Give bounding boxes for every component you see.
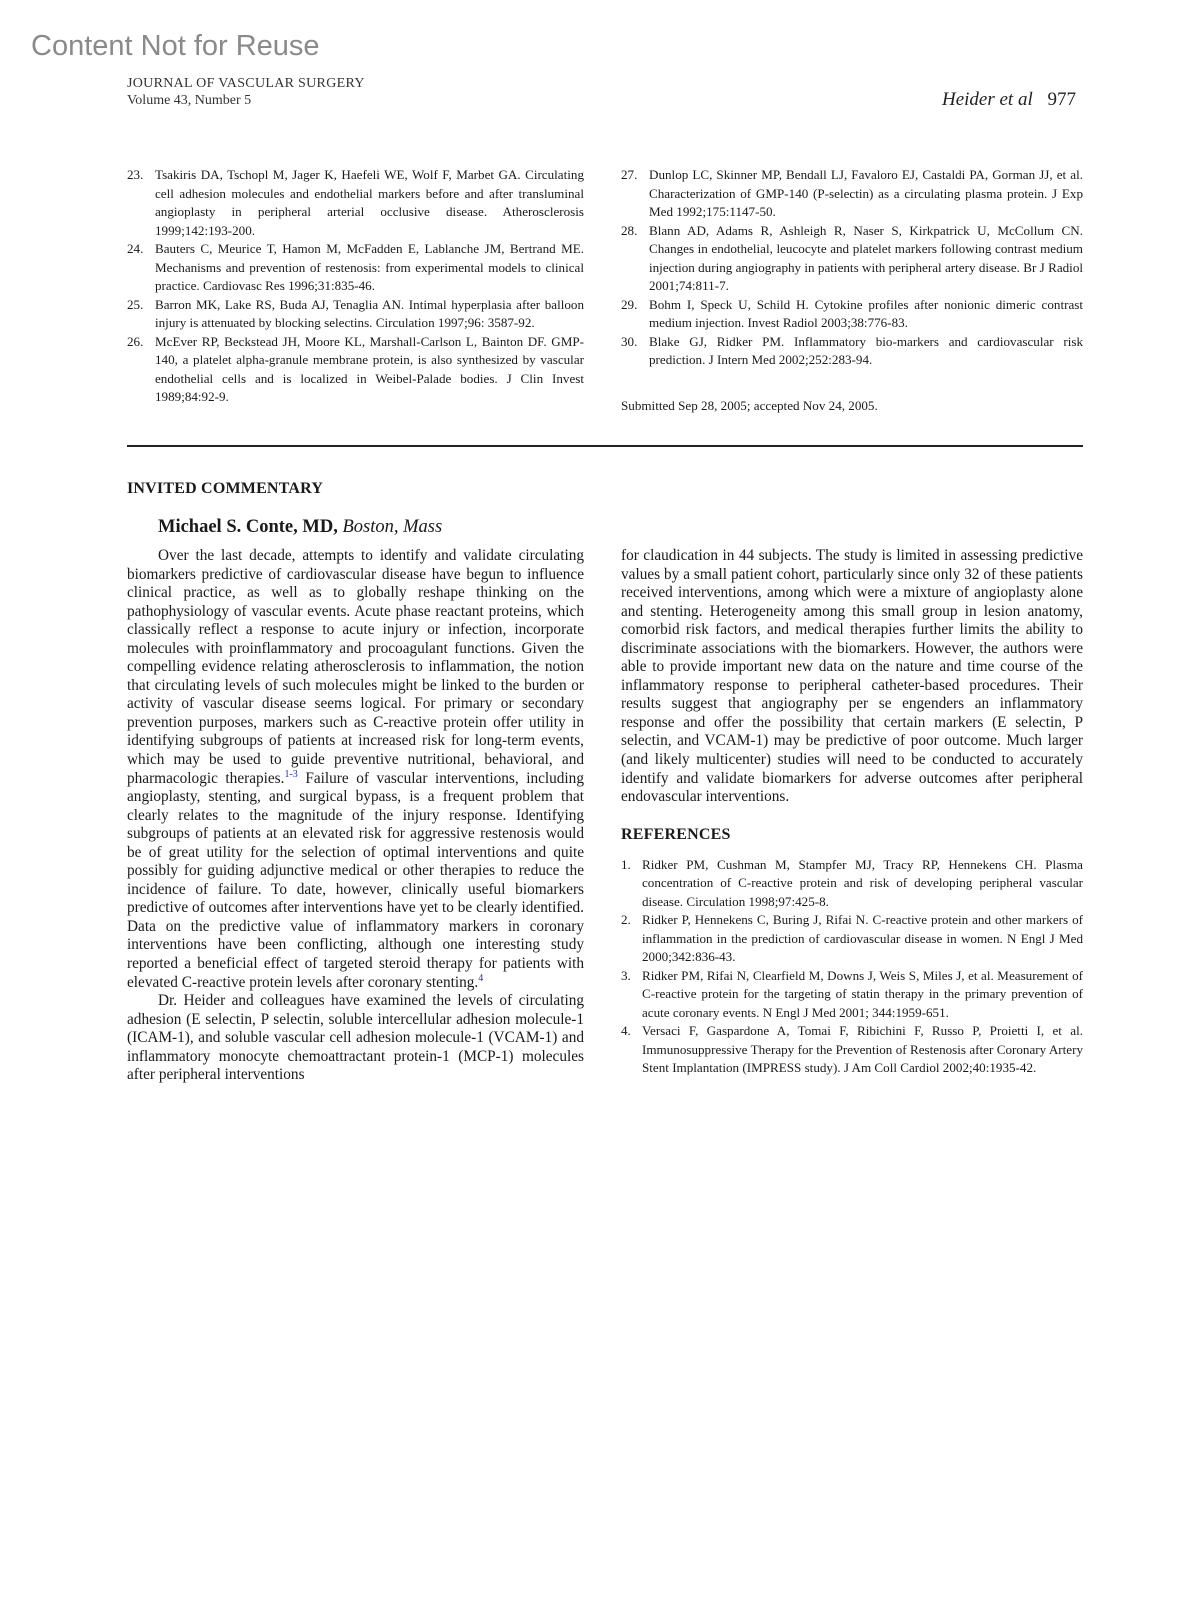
running-author: Heider et al: [941, 89, 1033, 110]
journal-info: [127, 75, 365, 109]
running-head: [942, 89, 1076, 111]
reference-item: 1. Ridker PM, Cushman M, Stampfer MJ, Tracy RP, Hennekens CH. Plasma concentration of C-reactive protein and risk of developing peripheral vascular disease. Circulation 1998;97:425-8.: [621, 856, 1083, 909]
citation-link[interactable]: 4: [478, 972, 484, 984]
reference-item: 25. Barron MK, Lake RS, Buda AJ, Tenaglia AN. Intimal hyperplasia after balloon injury is attenuated by blocking selectins. Circulation 1997;96: 3587-92.: [127, 296, 584, 330]
references-heading: REFERENCES: [621, 825, 731, 843]
reference-item: 28. Blann AD, Adams R, Ashleigh R, Naser S, Kirkpatrick U, McCollum CN. Changes in endothelial, leucocyte and platelet markers following contrast medium injection during angiography in patients with peripheral artery disease. Br J Radiol 2001;74:811-7.: [621, 222, 1083, 293]
watermark: Content Not for Reuse: [31, 30, 320, 62]
commentary-paragraph: for claudication in 44 subjects. The study is limited in assessing predictive values by a small patient cohort, particularly since only 32 of these patients received interventions, among which were a mixture of angioplasty alone and stenting. Heterogeneity among this small group in lesion anatomy, comorbid risk factors, and medical therapies further limits the ability to discriminate associations with the biomarkers. However, the authors were able to provide important new data on the nature and time course of the inflammatory response to peripheral catheter-based procedures. Their results suggest that angiography per se engenders an inflammatory response and offer the possibility that certain markers (E selectin, P selectin, and VCAM-1) may be predictive of poor outcome. Much larger (and likely multicenter) studies will need to be conducted to accurately identify and validate biomarkers for adverse outcomes after peripheral endovascular interventions.: [621, 547, 1083, 806]
reference-item: 27. Dunlop LC, Skinner MP, Bendall LJ, Favaloro EJ, Castaldi PA, Gorman JJ, et al. Characterization of GMP-140 (P-selectin) as a circulating plasma protein. J Exp Med 1992;175:1147-50.: [621, 167, 1083, 219]
author-name: Michael S. Conte, MD,: [158, 517, 338, 537]
reference-item: 3. Ridker PM, Rifai N, Clearfield M, Downs J, Weis S, Miles J, et al. Measurement of C-reactive protein for the targeting of statin therapy in the primary prevention of acute coronary events. N Engl J Med 2001; 344:1959-651.: [621, 967, 1083, 1020]
commentary-paragraph: Over the last decade, attempts to identify and validate circulating biomarkers predictive of cardiovascular disease have begun to influence clinical practice, as well as to globally reshape thinking on the pathophysiology of vascular events. Acute phase reactant proteins, which classically reflect a response to acute injury or infection, incorporate molecules with proinflammatory and procoagulant functions. Given the compelling evidence relating atherosclerosis to inflammation, the notion that circulating levels of such molecules might be linked to the burden or activity of vascular disease seems logical. For primary or secondary prevention purposes, markers such as C-reactive protein offer utility in identifying subgroups of patients at increased risk for long-term events, which may be used to guide preventive nutritional, behavioral, and pharmacologic therapies.$^{1-3}$ Failure of vascular interventions, including angioplasty, stenting, and surgical bypass, is a frequent problem that clearly relates to the magnitude of the injury response. Identifying subgroups of patients at an elevated risk for aggressive restenosis would be of great utility for the selection of optimal interventions and quite possibly for guiding adjunctive medical or other therapies to reduce the incidence of failure. To date, however, clinically useful biomarkers predictive of outcomes after interventions have yet to be clearly identified. Data on the predictive value of inflammatory markers in coronary interventions have been conflicting, although one interesting study reported a beneficial effect of targeted steroid therapy for patients with elevated C-reactive protein levels after coronary stenting.$^4$: [127, 547, 584, 991]
journal-name: JOURNAL OF VASCULAR SURGERY: [127, 76, 365, 91]
citation-link[interactable]: 1-3: [284, 768, 298, 780]
commentary-heading: INVITED COMMENTARY: [127, 480, 324, 497]
author-location: Boston, Mass: [342, 517, 443, 537]
reference-item: 26. McEver RP, Beckstead JH, Moore KL, Marshall-Carlson L, Bainton DF. GMP-140, a platelet alpha-granule membrane protein, is also synthesized by vascular endothelial cells and is localized in Weibel-Palade bodies. J Clin Invest 1989;84:92-9.: [127, 333, 584, 404]
page-number: 977: [1047, 89, 1076, 110]
commentary-references: [621, 856, 1083, 1078]
submission-dates: Submitted Sep 28, 2005; accepted Nov 24, 2005.: [621, 397, 878, 413]
references-column-left: [127, 166, 584, 407]
commentary-author: [158, 517, 442, 538]
reference-item: 24. Bauters C, Meurice T, Hamon M, McFadden E, Lablanche JM, Bertrand ME. Mechanisms and prevention of restenosis: from experimental models to clinical practice. Cardiovasc Res 1996;31:835-46.: [127, 241, 584, 293]
commentary-column-right: [621, 547, 1083, 1078]
reference-item: 2. Ridker P, Hennekens C, Buring J, Rifai N. C-reactive protein and other markers of inflammation in the prediction of cardiovascular disease in women. N Engl J Med 2000;342:836-43.: [621, 912, 1083, 965]
commentary-paragraph: Dr. Heider and colleagues have examined the levels of circulating adhesion (E selectin, P selectin, soluble intercellular adhesion molecule-1 (ICAM-1), and soluble vascular cell adhesion molecule-1 (VCAM-1) and inflammatory monocyte chemoattractant protein-1 (MCP-1) molecules after peripheral interventions: [127, 992, 584, 1084]
reference-item: 23. Tsakiris DA, Tschopl M, Jager K, Haefeli WE, Wolf F, Marbet GA. Circulating cell adhesion molecules and endothelial markers before and after transluminal angioplasty in peripheral arterial occlusive disease. Atherosclerosis 1999;142:193-200.: [127, 167, 584, 238]
references-column-right: [621, 166, 1083, 415]
journal-volume: Volume 43, Number 5: [127, 93, 252, 108]
reference-item: 30. Blake GJ, Ridker PM. Inflammatory bio-markers and cardiovascular risk prediction. J Intern Med 2002;252:283-94.: [621, 333, 1083, 367]
section-divider: [127, 445, 1083, 447]
commentary-column-left: [127, 547, 584, 1085]
reference-item: 29. Bohm I, Speck U, Schild H. Cytokine profiles after nonionic dimeric contrast medium injection. Invest Radiol 2003;38:776-83.: [621, 296, 1083, 330]
reference-item: 4. Versaci F, Gaspardone A, Tomai F, Ribichini F, Russo P, Proietti I, et al. Immunosuppressive Therapy for the Prevention of Restenosis after Coronary Artery Stent Implantation (IMPRESS study). J Am Coll Cardiol 2002;40:1935-42.: [621, 1023, 1083, 1076]
previous-article-references: [127, 166, 1083, 428]
